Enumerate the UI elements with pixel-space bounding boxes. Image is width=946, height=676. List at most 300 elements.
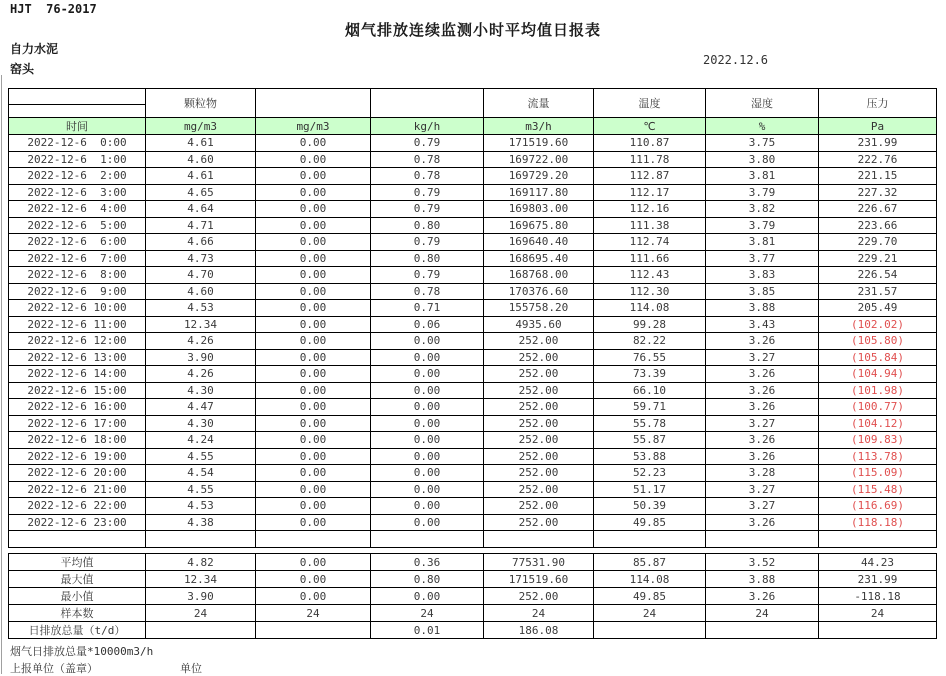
row-time-cell: 2022-12-6 18:00 (9, 432, 146, 449)
row-value-cell: 0.00 (256, 366, 371, 383)
row-value-cell: 76.55 (594, 349, 706, 366)
row-value-cell: 3.81 (706, 234, 819, 251)
row-value-cell: 0.79 (371, 201, 484, 218)
data-row (9, 514, 937, 531)
row-time-cell: 2022-12-6 13:00 (9, 349, 146, 366)
row-value-cell: 0.00 (256, 283, 371, 300)
row-time-cell: 2022-12-6 0:00 (9, 135, 146, 152)
summary-value-cell: 77531.90 (484, 554, 594, 571)
row-value-cell: 0.00 (256, 399, 371, 416)
row-value-cell: 3.81 (706, 168, 819, 185)
row-value-cell: 4935.60 (484, 316, 594, 333)
row-value-cell: 4.30 (146, 382, 256, 399)
spacer-cell (594, 531, 706, 548)
row-value-cell: 0.00 (371, 481, 484, 498)
row-value-cell: 4.26 (146, 333, 256, 350)
row-time-cell: 2022-12-6 23:00 (9, 514, 146, 531)
row-value-cell: 4.70 (146, 267, 256, 284)
data-row (9, 316, 937, 333)
row-value-cell: 252.00 (484, 399, 594, 416)
row-value-cell: 0.80 (371, 217, 484, 234)
row-value-cell: (115.09) (819, 465, 937, 482)
row-value-cell: 0.78 (371, 283, 484, 300)
row-value-cell: 0.00 (256, 465, 371, 482)
data-row (9, 217, 937, 234)
summary-value-cell: 24 (146, 605, 256, 622)
row-value-cell: 229.70 (819, 234, 937, 251)
row-value-cell: 111.78 (594, 151, 706, 168)
row-value-cell: 4.55 (146, 448, 256, 465)
row-value-cell: 252.00 (484, 382, 594, 399)
row-value-cell: 0.00 (256, 432, 371, 449)
row-value-cell: 4.60 (146, 283, 256, 300)
row-value-cell: 4.61 (146, 135, 256, 152)
row-value-cell: 3.79 (706, 184, 819, 201)
row-time-cell: 2022-12-6 2:00 (9, 168, 146, 185)
spacer-cell (484, 531, 594, 548)
spacer-row (9, 531, 937, 548)
row-value-cell: 252.00 (484, 514, 594, 531)
unit-header-cell: % (706, 118, 819, 135)
data-row (9, 135, 937, 152)
row-value-cell: 155758.20 (484, 300, 594, 317)
row-value-cell: 3.26 (706, 382, 819, 399)
row-value-cell: 0.00 (256, 514, 371, 531)
row-value-cell: 4.53 (146, 300, 256, 317)
row-value-cell: 112.74 (594, 234, 706, 251)
summary-value-cell: 114.08 (594, 571, 706, 588)
row-value-cell: 0.00 (371, 399, 484, 416)
row-value-cell: 55.78 (594, 415, 706, 432)
row-value-cell: 3.83 (706, 267, 819, 284)
summary-row-label: 日排放总量（t/d） (9, 622, 146, 639)
row-value-cell: 0.00 (371, 333, 484, 350)
group-header-row (9, 89, 937, 105)
row-value-cell: (104.12) (819, 415, 937, 432)
row-value-cell: 0.78 (371, 168, 484, 185)
row-value-cell: 252.00 (484, 498, 594, 515)
data-row (9, 366, 937, 383)
summary-value-cell: 3.90 (146, 588, 256, 605)
row-value-cell: 12.34 (146, 316, 256, 333)
summary-row-label: 平均值 (9, 554, 146, 571)
row-value-cell: 4.47 (146, 399, 256, 416)
row-value-cell: 223.66 (819, 217, 937, 234)
row-value-cell: 114.08 (594, 300, 706, 317)
row-time-cell: 2022-12-6 17:00 (9, 415, 146, 432)
row-value-cell: 0.00 (371, 448, 484, 465)
summary-row-label: 最小值 (9, 588, 146, 605)
group-header-cell: 温度 (594, 89, 706, 118)
row-value-cell: 82.22 (594, 333, 706, 350)
row-value-cell: 4.24 (146, 432, 256, 449)
data-row (9, 151, 937, 168)
row-value-cell: 66.10 (594, 382, 706, 399)
row-value-cell: 51.17 (594, 481, 706, 498)
row-value-cell: 73.39 (594, 366, 706, 383)
summary-value-cell: 3.26 (706, 588, 819, 605)
row-value-cell: 0.00 (256, 250, 371, 267)
row-value-cell: 0.00 (256, 201, 371, 218)
data-row (9, 267, 937, 284)
summary-value-cell (819, 622, 937, 639)
row-value-cell: (113.78) (819, 448, 937, 465)
row-value-cell: 112.16 (594, 201, 706, 218)
row-value-cell: 0.00 (256, 382, 371, 399)
summary-value-cell: 0.00 (256, 554, 371, 571)
group-header-cell (256, 89, 371, 118)
summary-row-label: 样本数 (9, 605, 146, 622)
row-value-cell: 229.21 (819, 250, 937, 267)
row-value-cell: 0.00 (371, 514, 484, 531)
row-value-cell: 0.79 (371, 267, 484, 284)
row-value-cell: 0.00 (256, 234, 371, 251)
row-value-cell: 0.78 (371, 151, 484, 168)
summary-value-cell: 0.00 (256, 588, 371, 605)
row-value-cell: 3.28 (706, 465, 819, 482)
flow-total-note: 烟气日排放总量*10000m3/h (10, 645, 154, 658)
row-time-cell: 2022-12-6 22:00 (9, 498, 146, 515)
row-value-cell: 252.00 (484, 333, 594, 350)
row-value-cell: 3.80 (706, 151, 819, 168)
row-value-cell: 3.26 (706, 399, 819, 416)
row-value-cell: 169803.00 (484, 201, 594, 218)
row-value-cell: 169640.40 (484, 234, 594, 251)
row-time-cell: 2022-12-6 19:00 (9, 448, 146, 465)
unit-header-cell: kg/h (371, 118, 484, 135)
row-time-cell: 2022-12-6 8:00 (9, 267, 146, 284)
summary-value-cell: 3.88 (706, 571, 819, 588)
row-value-cell: 205.49 (819, 300, 937, 317)
unit-label: 单位 (180, 662, 202, 675)
summary-value-cell: 0.00 (371, 588, 484, 605)
row-value-cell: 3.75 (706, 135, 819, 152)
unit-header-cell: mg/m3 (256, 118, 371, 135)
data-row (9, 168, 937, 185)
row-value-cell: 3.26 (706, 514, 819, 531)
row-value-cell: 0.00 (256, 333, 371, 350)
summary-row (9, 622, 937, 639)
spacer-cell (9, 531, 146, 548)
data-row (9, 300, 937, 317)
summary-value-cell: 0.80 (371, 571, 484, 588)
row-value-cell: (105.80) (819, 333, 937, 350)
row-time-cell: 2022-12-6 9:00 (9, 283, 146, 300)
summary-row (9, 571, 937, 588)
summary-value-cell: 49.85 (594, 588, 706, 605)
group-header-cell (371, 89, 484, 118)
row-value-cell: 0.00 (371, 382, 484, 399)
spacer-cell (706, 531, 819, 548)
row-value-cell: 112.43 (594, 267, 706, 284)
row-value-cell: 0.00 (256, 168, 371, 185)
row-value-cell: 4.66 (146, 234, 256, 251)
row-value-cell: 0.00 (256, 415, 371, 432)
spacer-cell (819, 531, 937, 548)
unit-header-cell: mg/m3 (146, 118, 256, 135)
row-value-cell: 0.00 (256, 481, 371, 498)
data-row (9, 201, 937, 218)
row-time-cell: 2022-12-6 11:00 (9, 316, 146, 333)
row-value-cell: 169729.20 (484, 168, 594, 185)
row-value-cell: 0.00 (371, 498, 484, 515)
row-time-cell: 2022-12-6 12:00 (9, 333, 146, 350)
row-value-cell: 252.00 (484, 465, 594, 482)
row-value-cell: 221.15 (819, 168, 937, 185)
row-value-cell: 3.82 (706, 201, 819, 218)
row-value-cell: 0.00 (256, 135, 371, 152)
summary-value-cell (706, 622, 819, 639)
row-value-cell: 53.88 (594, 448, 706, 465)
summary-value-cell: 0.36 (371, 554, 484, 571)
row-time-cell: 2022-12-6 4:00 (9, 201, 146, 218)
row-value-cell: 3.79 (706, 217, 819, 234)
data-row (9, 382, 937, 399)
row-value-cell: 227.32 (819, 184, 937, 201)
row-value-cell: (105.84) (819, 349, 937, 366)
row-value-cell: 112.17 (594, 184, 706, 201)
row-value-cell: 0.00 (371, 349, 484, 366)
unit-header-cell: ℃ (594, 118, 706, 135)
monitor-point-name: 窑头 (10, 62, 35, 76)
summary-value-cell: 0.00 (256, 571, 371, 588)
summary-value-cell: 186.08 (484, 622, 594, 639)
row-value-cell: 49.85 (594, 514, 706, 531)
row-value-cell: 168768.00 (484, 267, 594, 284)
row-value-cell: 110.87 (594, 135, 706, 152)
row-value-cell: 222.76 (819, 151, 937, 168)
row-value-cell: 252.00 (484, 349, 594, 366)
data-row (9, 498, 937, 515)
company-name: 自力水泥 (10, 42, 59, 56)
data-row (9, 333, 937, 350)
row-value-cell: 169675.80 (484, 217, 594, 234)
summary-value-cell: 44.23 (819, 554, 937, 571)
row-time-cell: 2022-12-6 15:00 (9, 382, 146, 399)
summary-value-cell: 0.01 (371, 622, 484, 639)
row-value-cell: 0.79 (371, 234, 484, 251)
summary-value-cell: 3.52 (706, 554, 819, 571)
row-value-cell: 0.00 (256, 217, 371, 234)
summary-value-cell: 85.87 (594, 554, 706, 571)
summary-value-cell: 12.34 (146, 571, 256, 588)
row-value-cell: 0.79 (371, 184, 484, 201)
row-value-cell: 3.85 (706, 283, 819, 300)
report-unit-label: 上报单位（盖章） (10, 662, 98, 675)
row-value-cell: 170376.60 (484, 283, 594, 300)
row-value-cell: 231.57 (819, 283, 937, 300)
row-value-cell: 55.87 (594, 432, 706, 449)
summary-value-cell: 24 (706, 605, 819, 622)
row-time-cell: 2022-12-6 21:00 (9, 481, 146, 498)
hourly-data-table (8, 88, 937, 548)
spacer-cell (256, 531, 371, 548)
row-value-cell: 3.90 (146, 349, 256, 366)
row-value-cell: 3.26 (706, 333, 819, 350)
row-value-cell: 0.00 (371, 432, 484, 449)
time-column-header: 时间 (9, 118, 146, 135)
row-value-cell: 252.00 (484, 432, 594, 449)
row-value-cell: 3.27 (706, 415, 819, 432)
row-value-cell: 3.43 (706, 316, 819, 333)
time-header-sub-cell (9, 105, 146, 118)
row-value-cell: 0.06 (371, 316, 484, 333)
row-value-cell: 226.54 (819, 267, 937, 284)
row-time-cell: 2022-12-6 3:00 (9, 184, 146, 201)
row-value-cell: 169722.00 (484, 151, 594, 168)
summary-value-cell: -118.18 (819, 588, 937, 605)
row-value-cell: 169117.80 (484, 184, 594, 201)
row-value-cell: 226.67 (819, 201, 937, 218)
row-value-cell: 0.79 (371, 135, 484, 152)
row-time-cell: 2022-12-6 1:00 (9, 151, 146, 168)
data-row (9, 234, 937, 251)
row-value-cell: 4.71 (146, 217, 256, 234)
row-value-cell: 111.38 (594, 217, 706, 234)
row-value-cell: 3.27 (706, 349, 819, 366)
row-value-cell: (109.83) (819, 432, 937, 449)
unit-header-cell: m3/h (484, 118, 594, 135)
row-value-cell: 99.28 (594, 316, 706, 333)
row-value-cell: 3.26 (706, 432, 819, 449)
row-value-cell: 168695.40 (484, 250, 594, 267)
row-value-cell: 4.26 (146, 366, 256, 383)
spacer-cell (371, 531, 484, 548)
summary-value-cell: 24 (594, 605, 706, 622)
row-value-cell: 4.53 (146, 498, 256, 515)
data-row (9, 399, 937, 416)
page-title: 烟气排放连续监测小时平均值日报表 (344, 21, 601, 39)
row-value-cell: 3.88 (706, 300, 819, 317)
row-value-cell: 3.27 (706, 481, 819, 498)
row-value-cell: (104.94) (819, 366, 937, 383)
row-value-cell: 3.27 (706, 498, 819, 515)
row-time-cell: 2022-12-6 16:00 (9, 399, 146, 416)
row-value-cell: 3.26 (706, 448, 819, 465)
summary-table (8, 553, 937, 639)
row-value-cell: (101.98) (819, 382, 937, 399)
group-header-cell: 流量 (484, 89, 594, 118)
data-row (9, 448, 937, 465)
time-header-top-cell (9, 89, 146, 105)
row-value-cell: 171519.60 (484, 135, 594, 152)
row-value-cell: 4.38 (146, 514, 256, 531)
summary-value-cell: 24 (819, 605, 937, 622)
row-value-cell: 252.00 (484, 481, 594, 498)
row-value-cell: 50.39 (594, 498, 706, 515)
summary-value-cell: 24 (256, 605, 371, 622)
report-date: 2022.12.6 (703, 53, 769, 67)
data-row (9, 481, 937, 498)
row-value-cell: 0.00 (256, 448, 371, 465)
row-value-cell: 0.00 (371, 415, 484, 432)
row-value-cell: 4.65 (146, 184, 256, 201)
unit-header-cell: Pa (819, 118, 937, 135)
row-value-cell: (118.18) (819, 514, 937, 531)
row-value-cell: 231.99 (819, 135, 937, 152)
row-value-cell: 4.30 (146, 415, 256, 432)
row-time-cell: 2022-12-6 6:00 (9, 234, 146, 251)
row-value-cell: 3.77 (706, 250, 819, 267)
row-value-cell: 52.23 (594, 465, 706, 482)
data-row (9, 250, 937, 267)
data-row (9, 184, 937, 201)
row-value-cell: (116.69) (819, 498, 937, 515)
row-value-cell: 4.54 (146, 465, 256, 482)
summary-value-cell (594, 622, 706, 639)
row-value-cell: 252.00 (484, 366, 594, 383)
row-value-cell: 252.00 (484, 415, 594, 432)
data-row (9, 349, 937, 366)
unit-header-row (9, 118, 937, 135)
row-value-cell: 112.30 (594, 283, 706, 300)
row-time-cell: 2022-12-6 10:00 (9, 300, 146, 317)
row-value-cell: 4.64 (146, 201, 256, 218)
group-header-cell: 颗粒物 (146, 89, 256, 118)
summary-value-cell: 231.99 (819, 571, 937, 588)
row-value-cell: 0.71 (371, 300, 484, 317)
summary-value-cell: 24 (371, 605, 484, 622)
row-time-cell: 2022-12-6 20:00 (9, 465, 146, 482)
summary-row (9, 554, 937, 571)
row-value-cell: 4.73 (146, 250, 256, 267)
row-value-cell: (115.48) (819, 481, 937, 498)
summary-value-cell (256, 622, 371, 639)
data-row (9, 415, 937, 432)
row-time-cell: 2022-12-6 14:00 (9, 366, 146, 383)
summary-row (9, 588, 937, 605)
data-row (9, 432, 937, 449)
group-header-cell: 压力 (819, 89, 937, 118)
spacer-cell (146, 531, 256, 548)
row-value-cell: 0.00 (256, 349, 371, 366)
row-value-cell: 4.61 (146, 168, 256, 185)
summary-value-cell (146, 622, 256, 639)
page-edge-line (1, 75, 2, 674)
row-value-cell: 111.66 (594, 250, 706, 267)
row-value-cell: 0.00 (256, 151, 371, 168)
row-value-cell: 0.00 (256, 300, 371, 317)
row-value-cell: 252.00 (484, 448, 594, 465)
row-value-cell: 0.00 (371, 465, 484, 482)
data-row (9, 283, 937, 300)
summary-value-cell: 252.00 (484, 588, 594, 605)
row-value-cell: 4.55 (146, 481, 256, 498)
row-value-cell: 0.00 (256, 316, 371, 333)
row-time-cell: 2022-12-6 7:00 (9, 250, 146, 267)
row-value-cell: 4.60 (146, 151, 256, 168)
row-value-cell: 3.26 (706, 366, 819, 383)
doc-standard-code: HJT 76-2017 (10, 2, 97, 16)
row-value-cell: (100.77) (819, 399, 937, 416)
summary-row-label: 最大值 (9, 571, 146, 588)
row-value-cell: 0.00 (256, 267, 371, 284)
row-value-cell: 0.00 (256, 498, 371, 515)
group-header-cell: 湿度 (706, 89, 819, 118)
row-value-cell: (102.02) (819, 316, 937, 333)
row-time-cell: 2022-12-6 5:00 (9, 217, 146, 234)
row-value-cell: 0.80 (371, 250, 484, 267)
data-row (9, 465, 937, 482)
row-value-cell: 59.71 (594, 399, 706, 416)
row-value-cell: 112.87 (594, 168, 706, 185)
summary-value-cell: 171519.60 (484, 571, 594, 588)
summary-value-cell: 4.82 (146, 554, 256, 571)
summary-value-cell: 24 (484, 605, 594, 622)
row-value-cell: 0.00 (256, 184, 371, 201)
row-value-cell: 0.00 (371, 366, 484, 383)
summary-row (9, 605, 937, 622)
